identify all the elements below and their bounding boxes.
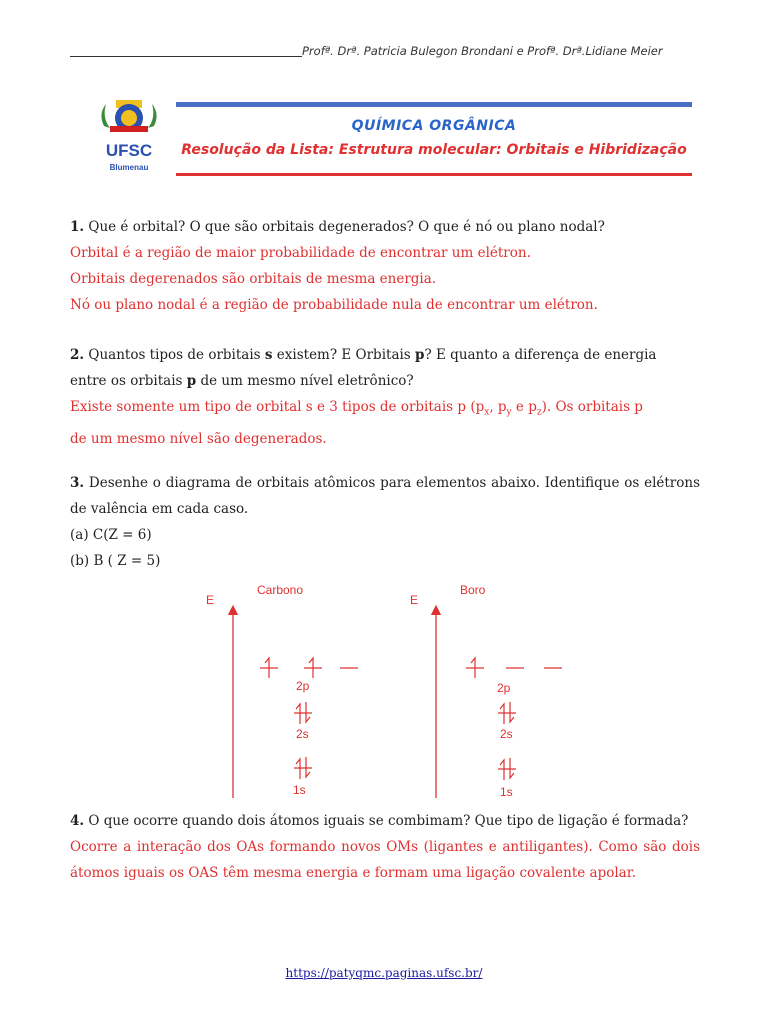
carbon-2p-label: 2p — [296, 679, 310, 693]
q2-p: p — [415, 347, 425, 363]
carbon-title: Carbono — [257, 583, 304, 597]
question-4 — [70, 808, 700, 886]
q3-text: Desenhe o diagrama de orbitais atômicos para elementos abaixo. Identifique os elétrons de valência em cada caso. — [70, 475, 701, 517]
q3-item-a: (a) C(Z = 6) — [70, 527, 152, 543]
q3-number: 3. — [70, 475, 85, 491]
q2-answer: Existe somente um tipo de orbital s e 3 tipos de orbitais p ($p_x$, $p_y$ e $p_z$). Os orbitais p — [70, 399, 643, 418]
footer-link[interactable]: https://patyqmc.paginas.ufsc.br/ — [285, 966, 483, 980]
q1-answer-2: Orbitais degerenados são orbitais de mesma energia. — [70, 271, 437, 287]
question-1 — [70, 214, 700, 318]
course-title: QUÍMICA ORGÂNICA — [351, 118, 517, 134]
q2-s: s — [264, 347, 273, 363]
q1-number: 1. — [70, 219, 85, 235]
title-bar-blue — [176, 102, 692, 107]
q2-text-c: ? E quanto a diferença de energia — [424, 347, 657, 363]
header-authors: Profª. Drª. Patricia Bulegon Brondani e Profª. Drª.Lidiane Meier — [302, 44, 663, 58]
boron-2s-label: 2s — [500, 727, 513, 741]
document-subtitle: Resolução da Lista: Estrutura molecular: Orbitais e Hibridização — [181, 142, 687, 158]
carbon-2s-label: 2s — [296, 727, 309, 741]
ufsc-crest-icon — [96, 96, 162, 180]
boron-axis-label: E — [410, 593, 419, 607]
q4-answer: Ocorre a interação dos OAs formando novos OMs (ligantes e antiligantes). Como são dois átomos iguais os OAS têm mesma energia e formam uma ligação covalente apolar. — [70, 839, 700, 881]
boron-title: Boro — [460, 583, 486, 597]
q2-line2-p: p — [186, 373, 197, 389]
boron-2s-electron-up — [500, 704, 504, 724]
logo-text: UFSC — [105, 141, 153, 160]
q4-text: O que ocorre quando dois átomos iguais se combimam? Que tipo de ligação é formada? — [88, 813, 689, 829]
question-2 — [70, 342, 700, 452]
boron-diagram — [410, 583, 562, 799]
carbon-1s-electron-down — [306, 757, 310, 777]
title-bar-red — [176, 173, 692, 176]
q2-number: 2. — [70, 347, 85, 363]
q2-answer-line2: de um mesmo nível são degenerados. — [70, 430, 327, 447]
boron-1s-electron-down — [510, 758, 514, 778]
q2-text-a: Quantos tipos de orbitais — [88, 347, 261, 363]
carbon-1s-electron-up — [296, 759, 300, 779]
q4-number: 4. — [70, 813, 85, 829]
carbon-2s-electron-up — [296, 704, 300, 724]
ufsc-logo — [96, 96, 162, 180]
q1-text: Que é orbital? O que são orbitais degenerados? O que é nó ou plano nodal? — [88, 219, 605, 235]
boron-1s-label: 1s — [500, 785, 513, 799]
carbon-2s-electron-down — [306, 702, 310, 722]
carbon-diagram — [206, 583, 358, 798]
logo-subtext: Blumenau — [109, 163, 149, 172]
q3-item-b: (b) B ( Z = 5) — [70, 553, 161, 569]
q1-answer-1: Orbital é a região de maior probabilidade de encontrar um elétron. — [70, 245, 531, 261]
q1-answer-3: Nó ou plano nodal é a região de probabilidade nula de encontrar um elétron. — [70, 297, 598, 313]
carbon-1s-label: 1s — [293, 783, 306, 797]
header-rule — [70, 56, 302, 57]
q2-line2-a: entre os orbitais — [70, 373, 183, 389]
question-3 — [70, 470, 700, 574]
q2-line2-b: de um mesmo nível eletrônico? — [200, 373, 414, 389]
orbital-diagrams — [0, 570, 768, 810]
boron-2p-label: 2p — [497, 681, 511, 695]
boron-2s-electron-down — [510, 702, 514, 722]
carbon-axis-label: E — [206, 593, 215, 607]
q2-text-b: existem? E Orbitais — [276, 347, 411, 363]
boron-1s-electron-up — [500, 760, 504, 780]
